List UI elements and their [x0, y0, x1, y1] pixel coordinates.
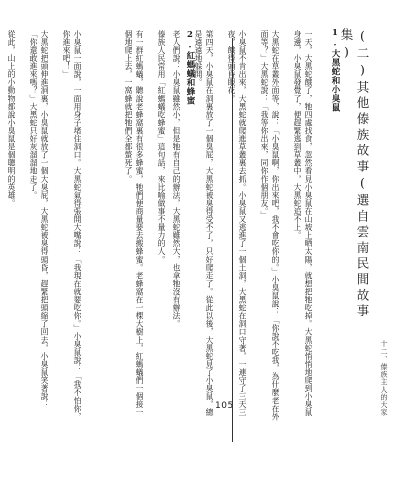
- paragraph: 一天，大黑蛇餓了，牠四處找食，忽然看見小臭鼠在山坡上晒太陽，就想把牠吃掉。大黑蛇悄悄地爬到小臭鼠身邊，小臭鼠發覺了，便趕緊逃到草叢中，大黑蛇追不上。: [293, 30, 313, 417]
- section-heading: (二)其他傣族故事(選自雲南民間故事集): [339, 28, 370, 320]
- continuation-column: [7, 30, 94, 422]
- story-title: 2.紅螞蟻和蜂蜜: [185, 30, 195, 105]
- paragraph: 第四天，小臭鼠在洞裏放了一個臭屁，大黑蛇被臭得受不了，只好爬走了。從此以後，大黑蛇見了小臭鼠，總是遠遠地躲開。: [194, 30, 214, 417]
- paragraph: 小臭鼠不肯出來，大黑蛇就爬進草叢裏去抓。小臭鼠又逃進了一個土洞，大黑蛇在洞口守著，一連守了三天三夜，餓得頭昏眼花。: [227, 30, 247, 417]
- paragraph: 大黑蛇把頭伸進洞裏，小臭鼠就放了一個大臭屁，大黑蛇被臭得頭昏，趕緊把頭縮了回去，小臭鼠笑著說：「你還敢進來嗎？」大黑蛇只好灰溜溜地走了。: [29, 30, 49, 409]
- paragraph: 有一群紅螞蟻，聽說老蜂窩裏有很多蜂蜜，牠們便商量要去搬蜂蜜。老蜂窩在一棵大樹上，紅螞蟻們一個接一個地爬上去，一窩蜂就把牠們全都螫死了。: [124, 30, 144, 417]
- paragraph: 從此，山上的小動物都說小臭鼠是個聰明的英雄。: [7, 30, 16, 208]
- running-head: 十二、傣族主人的大家: [380, 340, 388, 416]
- paragraph: 老人們說：小臭鼠雖然小，但是牠有自己的辦法，大黑蛇雖然大，也拿牠沒有辦法。: [172, 30, 181, 328]
- story-title: 1.大黑蛇和小臭鼠: [330, 28, 340, 112]
- paragraph: 小臭鼠一面說，一面用身子堵住洞口。大黑蛇氣得張開大嘴說：「我現在就要吃你。」小臭鼠說：「我不怕你，你進來吧！」: [62, 30, 82, 421]
- page-number: 105: [215, 401, 234, 411]
- paragraph: 傣族人民常用「紅螞蟻吃蜂蜜」這句話，來比喻做事不量力的人。: [157, 30, 166, 264]
- paragraph: 大黑蛇在草叢外面等，說：「小臭鼠啊，你出來吧，我不會吃你的。」小臭鼠說：「你說不吃我，為什麼老在外面等？」大黑蛇說：「我等你出來，同你作個朋友。」: [260, 30, 280, 421]
